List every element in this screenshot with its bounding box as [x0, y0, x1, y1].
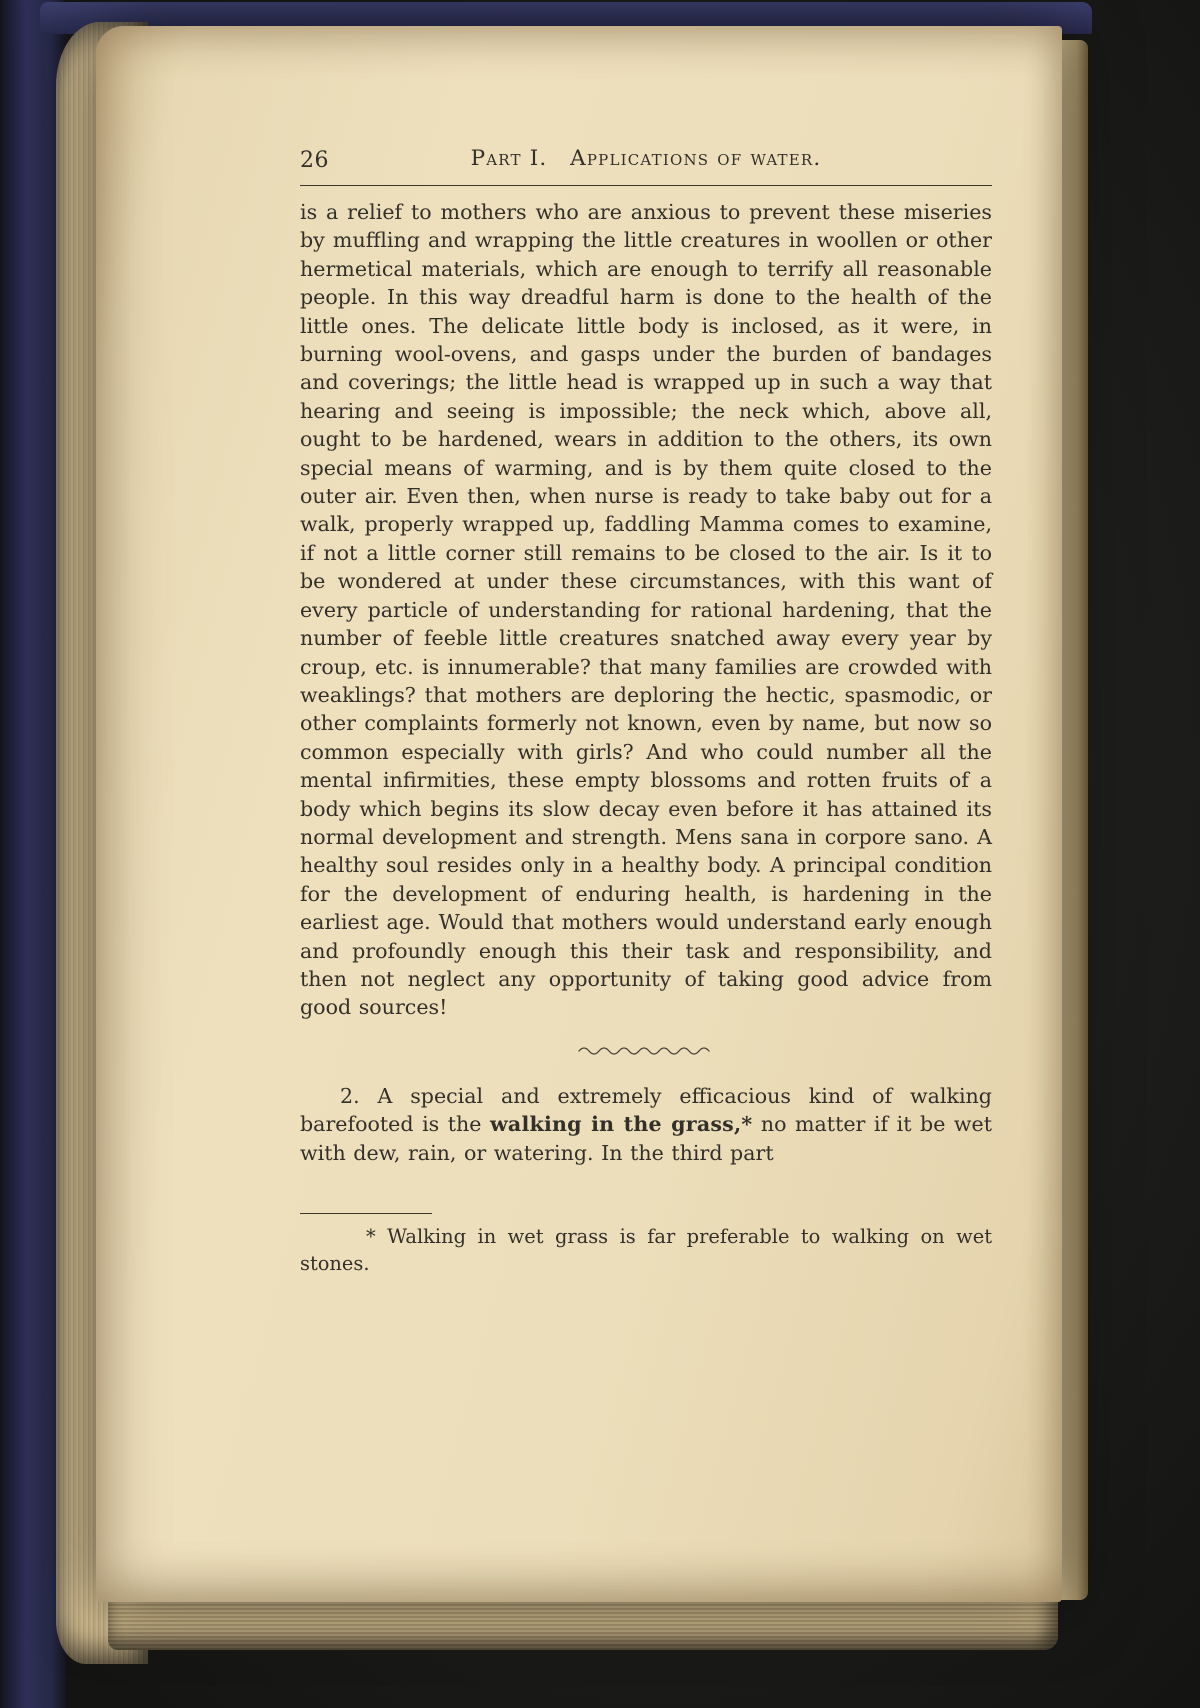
footnote-rule — [300, 1213, 432, 1214]
body-paragraph: is a relief to mothers who are anxious to prevent these miseries by muffling and wrapping the little creatures in woollen or other hermetical materials, which are enough to terrify all reasonable people. In this way dreadful harm is done to the health of the little ones. The delicate little body is inclosed, as it were, in burning wool-ovens, and gasps under the burden of bandages and coverings; the little head is wrapped up in such a way that hearing and seeing is impossible; the neck which, above all, ought to be hardened, wears in addition to the others, its own special means of warming, and is by them quite closed to the outer air. Even then, when nurse is ready to take baby out for a walk, properly wrapped up, faddling Mamma comes to examine, if not a little corner still remains to be closed to the air. Is it to be wondered at under these circumstances, with this want of every particle of understanding for rational hardening, that the number of feeble little creatures snatched away every year by croup, etc. is innumerable? that many families are crowded with weaklings? that mothers are deploring the hectic, spasmodic, or other complaints formerly not known, even by name, but now so common especially with girls? And who could number all the mental infirmities, these empty blossoms and rotten fruits of a body which begins its slow decay even before it has attained its normal development and strength. Mens sana in corpore sano. A healthy soul resides only in a healthy body. A principal condition for the development of enduring health, is hardening in the earliest age. Would that mothers would understand early enough and profoundly enough this their task and responsibility, and then not neglect any opportunity of taking good advice from good sources! — [300, 200, 992, 1020]
book-page — [96, 26, 1062, 1602]
section-2-tail: no matter if it be wet with dew, rain, or watering. In the third part — [300, 1112, 992, 1165]
footnote: * Walking in wet grass is far preferable to walking on wet stones. — [300, 1225, 992, 1275]
page-number: 26 — [300, 148, 329, 173]
running-title: Part I. Applications of water. — [470, 146, 822, 171]
page-content — [300, 146, 992, 1277]
section-2-emphasis: walking in the grass,* — [490, 1112, 753, 1137]
page-edge-right — [1060, 40, 1088, 1600]
page-header — [300, 146, 992, 178]
header-rule — [300, 185, 992, 186]
section-2-paragraph — [300, 1082, 992, 1167]
page-edge-stack-bottom — [108, 1594, 1058, 1650]
section-2-lead: 2. A special and extremely efficacious kind of walking barefooted is the — [300, 1083, 992, 1137]
squiggle-divider-icon — [571, 1044, 721, 1056]
